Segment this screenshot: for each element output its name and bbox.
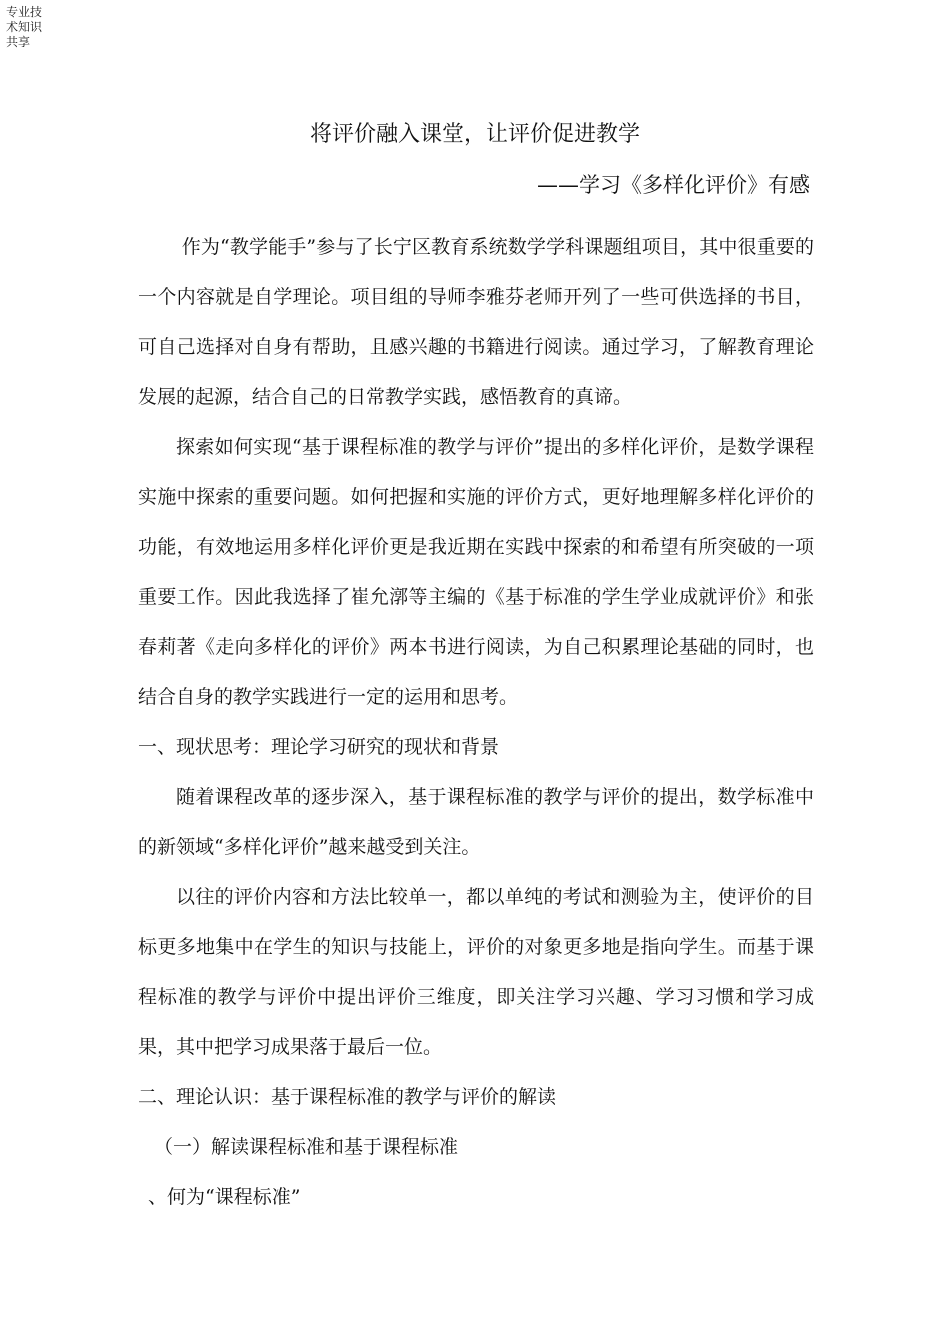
subsection-heading-1: （一）解读课程标准和基于课程标准 <box>154 1136 459 1158</box>
paragraph-intro: 作为“教学能手”参与了长宁区教育系统数学学科课题组项目，其中很重要的一个内容就是自学理论。项目组的导师李雅芬老师开列了一些可供选择的书目，可自己选择对自身有帮助，且感兴趣的书籍进行阅读。通过学习，了解教育理论发展的起源，结合自己的日常教学实践，感悟教育的真谛。 <box>138 236 814 408</box>
paragraph-past-evaluation: 以往的评价内容和方法比较单一，都以单纯的考试和测验为主，使评价的目标更多地集中在学生的知识与技能上，评价的对象更多地是指向学生。而基于课程标准的教学与评价中提出评价三维度，即关注学习兴趣、学习习惯和学习成果，其中把学习成果落于最后一位。 <box>138 886 814 1058</box>
document-title: 将评价融入课堂，让评价促进教学 <box>309 122 640 147</box>
document-subtitle: ——学习《多样化评价》有感 <box>537 173 810 197</box>
section-heading-2: 二、理论认识：基于课程标准的教学与评价的解读 <box>138 1086 557 1108</box>
section-heading-1: 一、现状思考：理论学习研究的现状和背景 <box>138 736 500 758</box>
document-body <box>138 222 814 1222</box>
paragraph-exploration: 探索如何实现“基于课程标准的教学与评价”提出的多样化评价，是数学课程实施中探索的重要问题。如何把握和实施的评价方式，更好地理解多样化评价的功能，有效地运用多样化评价更是我近期在实践中探索的和希望有所突破的一项重要工作。因此我选择了崔允漷等主编的《基于标准的学生学业成就评价》和张春莉著《走向多样化的评价》两本书进行阅读，为自己积累理论基础的同时，也结合自身的教学实践进行一定的运用和思考。 <box>138 436 814 708</box>
corner-watermark <box>6 5 50 50</box>
paragraph-reform: 随着课程改革的逐步深入，基于课程标准的教学与评价的提出，数学标准中的新领域“多样化评价”越来越受到关注。 <box>138 786 814 858</box>
watermark-line: 专业技 <box>6 5 43 19</box>
subsection-heading-2: 、何为“课程标准” <box>148 1186 301 1208</box>
watermark-line: 术知识 <box>6 20 43 34</box>
watermark-line: 共享 <box>6 35 31 49</box>
